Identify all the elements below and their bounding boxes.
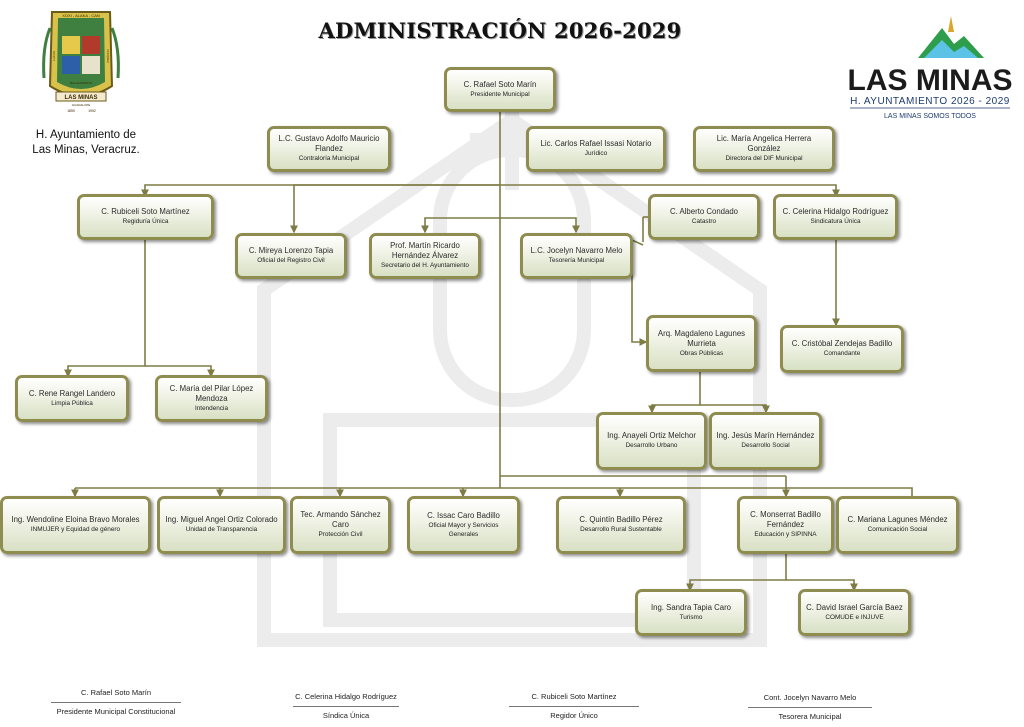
node-role: Desarrollo Rural Sustentable [580, 526, 662, 534]
svg-text:GUADALUPE: GUADALUPE [71, 103, 91, 107]
node-rural [556, 496, 686, 554]
node-secretario [369, 233, 481, 279]
node-role: COMUDE e INJUVE [825, 613, 884, 621]
node-role: Contraloría Municipal [298, 155, 360, 163]
node-name: C. Mireya Lorenzo Tapia [248, 246, 334, 256]
node-name: C. Celerina Hidalgo Rodríguez [782, 207, 889, 217]
node-role: Educación y SIPINNA [754, 531, 817, 539]
node-des-urbano [596, 412, 707, 470]
node-contraloria [267, 126, 391, 172]
svg-text:1859: 1859 [67, 109, 75, 113]
node-name: C. Monserrat Badillo Fernández [750, 510, 821, 530]
las-minas-logo [838, 10, 1022, 126]
node-role: Comandante [823, 350, 861, 358]
signature-title: Tesorera Municipal [778, 712, 842, 721]
node-name: Ing. Jesús Marín Hernández [716, 431, 815, 441]
node-dif [693, 126, 835, 172]
node-name: Tec. Armando Sánchez Caro [300, 510, 381, 530]
connector-obras [632, 240, 646, 342]
node-name: C. Mariana Lagunes Méndez [847, 515, 948, 525]
node-comunicacion [836, 496, 959, 554]
org-line-2: Las Minas, Veracruz. [32, 144, 140, 156]
node-role: Sindicatura Única [810, 218, 861, 226]
page-title: ADMINISTRACIÓN 2026-2029 [318, 18, 682, 43]
org-caption [22, 128, 150, 158]
node-des-social [709, 412, 822, 470]
node-catastro [648, 194, 760, 240]
node-name: L.C. Gustavo Adolfo Mauricio Flandez [278, 134, 380, 154]
node-name: C. Alberto Condado [669, 207, 739, 217]
connector-obras-children [652, 372, 700, 412]
node-educacion [737, 496, 834, 554]
node-name: Ing. Miguel Angel Ortiz Colorado [165, 515, 278, 525]
node-role: Catastro [691, 218, 717, 226]
node-role: Turismo [679, 613, 703, 621]
node-obras [646, 315, 757, 372]
node-name: C. María del Pilar López Mendoza [169, 383, 254, 403]
node-role: Tesorería Municipal [548, 257, 605, 265]
node-name: C. Quintín Badillo Pérez [579, 515, 663, 525]
node-name: Prof. Martín Ricardo Hernández Álvarez [390, 241, 460, 261]
signature-name: C. Rubiceli Soto Martínez [531, 692, 617, 701]
node-role: Comunicación Social [867, 526, 928, 534]
connector-regiduria-children [68, 240, 145, 376]
node-name: L.C. Jocelyn Navarro Melo [530, 246, 623, 256]
signature-block [50, 688, 182, 716]
node-name: C. Rafael Soto Marín [463, 79, 537, 89]
svg-text:LAS MINAS: LAS MINAS [64, 95, 98, 101]
node-turismo [635, 589, 747, 636]
node-intendencia [155, 375, 268, 422]
node-role: Regiduría Única [122, 218, 169, 226]
org-line-1: H. Ayuntamiento de [35, 129, 137, 141]
signature-title: Síndica Única [322, 711, 370, 720]
node-role: Unidad de Transparencia [185, 526, 258, 534]
node-role: Limpia Pública [51, 399, 93, 407]
node-inmujer [0, 496, 151, 554]
connector-secretario [425, 218, 500, 232]
node-presidente [444, 67, 556, 112]
svg-text:1992: 1992 [88, 109, 96, 113]
signature-name: C. Celerina Hidalgo Rodríguez [295, 692, 397, 701]
connector-registro-civil [294, 185, 500, 232]
node-sindicatura [773, 194, 898, 240]
svg-text:LAS MINAS SOMOS TODOS: LAS MINAS SOMOS TODOS [884, 113, 976, 120]
node-role: Oficial Mayor y Servicios Generales [428, 522, 499, 538]
signature-name: Cont. Jocelyn Navarro Melo [763, 693, 857, 702]
node-name: C. Issac Caro Badillo [427, 511, 500, 520]
node-role: INMUJER y Equidad de género [30, 526, 121, 534]
signature-block [744, 693, 876, 721]
node-name: C. Cristóbal Zendejas Badillo [791, 339, 893, 349]
node-name: Ing. Anayeli Ortiz Melchor [607, 431, 696, 441]
node-transparencia [157, 496, 286, 554]
node-name: C. Rubiceli Soto Martínez [101, 207, 190, 217]
signature-block [508, 692, 640, 720]
node-role: Intendencia [194, 404, 229, 412]
node-name: C. David Israel García Baez [806, 602, 903, 612]
node-role: Presidente Municipal [470, 90, 530, 98]
node-name: Lic. Carlos Rafael Issasi Notario [540, 139, 652, 149]
svg-text:LUCAS: LUCAS [52, 50, 56, 62]
connector-tesoreria [500, 218, 576, 232]
svg-text:BALLESTEROS: BALLESTEROS [70, 81, 92, 85]
connector-des-social [700, 405, 766, 412]
node-proteccion [290, 496, 391, 554]
node-regiduria [77, 194, 214, 240]
node-role: Oficial del Registro Civil [257, 257, 325, 265]
node-role: Desarrollo Social [741, 442, 790, 450]
node-role: Secretario del H. Ayuntamiento [381, 262, 469, 270]
signature-block [280, 692, 412, 720]
svg-text:VAZQUEZ: VAZQUEZ [106, 49, 110, 63]
node-name: Lic. María Angelica Herrera González [716, 134, 812, 154]
node-role: Protección Civil [318, 531, 363, 539]
node-registro-civil [235, 233, 347, 279]
node-role: Directora del DIF Municipal [725, 155, 803, 163]
node-comude [798, 589, 911, 636]
svg-text:H. AYUNTAMIENTO 2026 - 2029: H. AYUNTAMIENTO 2026 - 2029 [850, 96, 1010, 107]
node-name: Ing. Wendoline Eloina Bravo Morales [11, 515, 140, 525]
node-role: Obras Públicas [679, 349, 724, 357]
svg-text:LAS MINAS: LAS MINAS [847, 64, 1013, 97]
node-comandante [780, 325, 904, 373]
node-name: Ing. Sandra Tapia Caro [650, 602, 732, 612]
node-role: Desarrollo Urbano [625, 442, 678, 450]
node-tesoreria [520, 233, 633, 279]
signature-name: C. Rafael Soto Marín [80, 688, 152, 697]
node-role: Jurídico [584, 150, 608, 158]
node-juridico [526, 126, 666, 172]
node-limpia [15, 375, 129, 422]
node-name: Arq. Magdaleno Lagunes Murrieta [657, 328, 746, 348]
signature-title: Presidente Municipal Constitucional [56, 707, 176, 716]
connector-educacion-children [690, 553, 786, 590]
svg-text:XOXI - ALAKA - CAN: XOXI - ALAKA - CAN [62, 13, 100, 18]
node-oficialia [407, 496, 520, 554]
municipal-crest [40, 8, 122, 118]
node-name: C. Rene Rangel Landero [28, 388, 116, 398]
signature-title: Regidor Único [550, 711, 598, 720]
